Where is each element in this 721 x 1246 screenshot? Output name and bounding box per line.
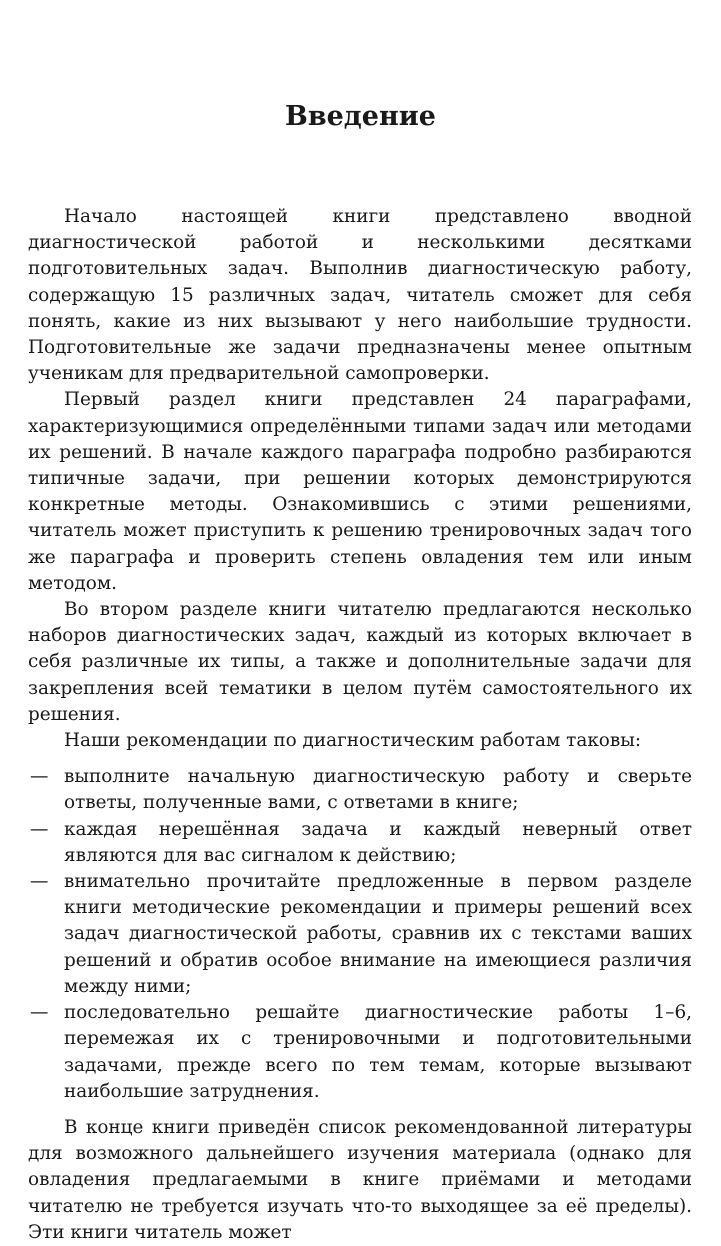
recommendations-list (28, 764, 692, 1105)
dash-marker: — (30, 871, 49, 893)
paragraph-section-two: Во втором разделе книги читателю предлагаются несколько наборов диагностических задач, каждый из которых включает в себя различные их типы, а также и дополнительные задачи для закрепления всей тематики в целом путём самостоятельного их решения. (28, 599, 692, 725)
paragraph-section-one: Первый раздел книги представлен 24 параграфами, характеризующимися определёнными типами задач или методами их решений. В начале каждого параграфа подробно разбираются типичные задачи, при решении которых демонстрируются конкретные методы. Ознакомившись с этими решениями, читатель может приступить к решению тренировочных задач того же параграфа и проверить степень овладения тем или иным методом. (28, 389, 692, 594)
body-text (28, 204, 692, 1246)
list-item-text: внимательно прочитайте предложенные в первом разделе книги методические рекомендации и примеры решений всех задач диагностической работы, сравнив их с текстами ваших решений и обратив особое внимание на имеющиеся различия между ними; (64, 871, 692, 997)
list-item (28, 1000, 692, 1105)
paragraph-recommendations-lead: Наши рекомендации по диагностическим работам таковы: (64, 730, 642, 752)
paragraph-intro: Начало настоящей книги представлено вводной диагностической работой и несколькими десятками подготовительных задач. Выполнив диагностическую работу, содержащую 15 различных задач, читатель сможет для себя понять, какие из них вызывают у него наибольшие трудности. Подготовительные же задачи предназначены менее опытным ученикам для предварительной самопроверки. (28, 206, 692, 385)
paragraph-closing: В конце книги приведён список рекомендованной литературы для возможного дальнейшего изучения материала (однако для овладения предлагаемыми в книге приёмами и методами читателю не требуется изучать что-то выходящее за её пределы). Эти книги читатель может (28, 1116, 692, 1243)
list-item (28, 817, 692, 869)
page-title: Введение (285, 101, 436, 132)
list-item-text: каждая нерешённая задача и каждый неверный ответ являются для вас сигналом к действию; (64, 818, 692, 866)
list-item-text: последовательно решайте диагностические работы 1–6, перемежая их с тренировочными и подготовительными задачами, прежде всего по тем темам, которые вызывают наибольшие затруднения. (64, 1002, 692, 1102)
dash-marker: — (30, 1002, 49, 1024)
list-item (28, 869, 692, 1000)
dash-marker: — (30, 818, 49, 840)
list-item-text: выполните начальную диагностическую работу и сверьте ответы, полученные вами, с ответами в книге; (64, 766, 692, 814)
dash-marker: — (30, 766, 49, 788)
list-item (28, 764, 692, 816)
